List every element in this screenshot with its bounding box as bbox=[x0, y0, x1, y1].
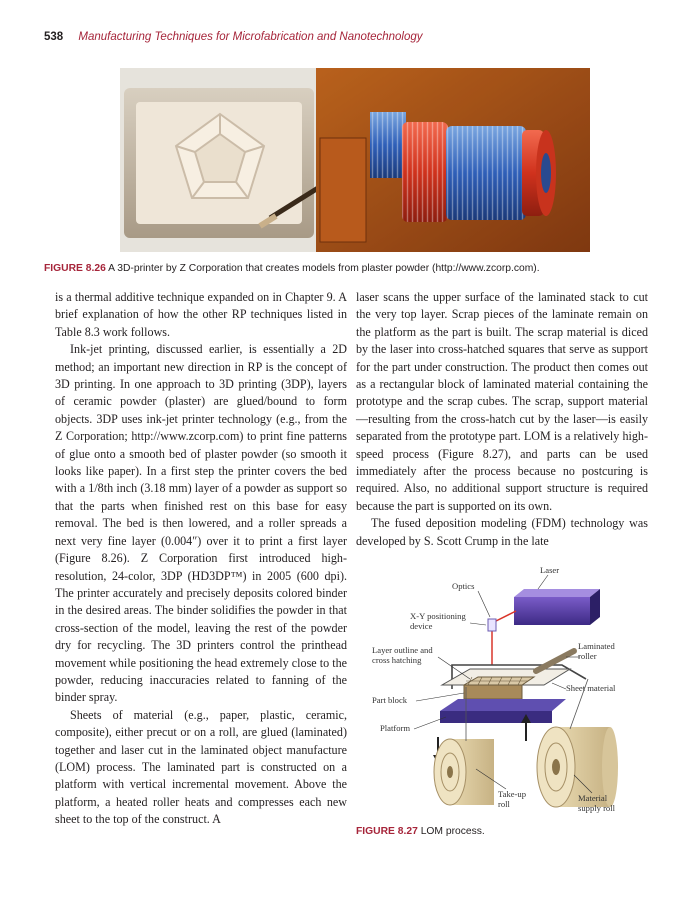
figure-8-27-label: FIGURE 8.27 bbox=[356, 826, 418, 837]
paragraph: The fused deposition modeling (FDM) technology was developed by S. Scott Crump in the late bbox=[356, 516, 648, 548]
part-block bbox=[464, 677, 534, 699]
label-takeup-line2: roll bbox=[498, 799, 510, 809]
paragraph: Ink-jet printing, discussed earlier, is essentially a 2D method; an important new direction in RP is the concept of 3D printing. In one approach to 3D printing (3DP), layers of ceramic powder (plaster) are glued/bound to form objects. 3DP uses ink-jet printer technology (e.g., from the Z Corporation; http://www.zcorp.com) to print fine patterns of glue onto a smooth bed of plaster powder (so smooth it looks like paper). In a first step the printer covers the bed with a 1/8th inch (3.18 mm) layer of a powder as support so that the parts when finished rest on this base for easy removal. The bed is then lowered, and a roller spreads a next very fine layer (0.004″) over it to print a first layer (Figure 8.26). Z Corporation first introduced high-resolution, 24-color, 3DP (HD3DP™) in 2005 (600 dpi). The printer accurately and precisely deposits colored binder in the desired areas. The binder solidifies the powder in that cross-section of the model, leaving the rest of the powder dry for recycling. The 3D printers control the printhead movement while positioning the head extremely close to the powder, reducing inaccuracies related to fanning of the binder spray. bbox=[55, 342, 347, 705]
photo-plaster-model bbox=[120, 68, 320, 252]
label-outline-line1: Layer outline and bbox=[372, 645, 433, 655]
figure-8-26-photos bbox=[120, 68, 590, 252]
figure-8-27-diagram bbox=[366, 561, 638, 823]
laser-body bbox=[514, 597, 590, 625]
page-number: 538 bbox=[44, 31, 64, 43]
paragraph: Sheets of material (e.g., paper, plastic, ceramic, composite), either precut or on a roll, are glued (laminated) together and laser cut in the laminated object manufacture (LOM) process. The laminated part is constructed on a platform with vertical incremental movement. Above the platform, a heated roller heats and compresses each new sheet to the top of the construct. A bbox=[55, 707, 347, 827]
label-laminated-line1: Laminated bbox=[578, 641, 615, 651]
label-laminated-line2: roller bbox=[578, 651, 597, 661]
running-header bbox=[44, 31, 423, 43]
figure-8-26-caption bbox=[44, 263, 540, 274]
figure-8-27-caption bbox=[356, 826, 485, 837]
label-outline-line2: cross hatching bbox=[372, 655, 422, 665]
figure-8-26-caption-text: A 3D-printer by Z Corporation that creates models from plaster powder (http://www.zcorp.com). bbox=[108, 263, 540, 274]
running-title: Manufacturing Techniques for Microfabrication and Nanotechnology bbox=[78, 31, 423, 43]
label-part-block: Part block bbox=[372, 695, 408, 705]
label-xy-line1: X-Y positioning bbox=[410, 611, 466, 621]
label-supply-line2: supply roll bbox=[578, 803, 616, 813]
label-takeup-line1: Take-up bbox=[498, 789, 527, 799]
laser-unit bbox=[514, 589, 600, 597]
take-up-roll bbox=[434, 739, 494, 805]
figure-8-26-label: FIGURE 8.26 bbox=[44, 263, 106, 274]
label-xy-line2: device bbox=[410, 621, 433, 631]
label-laser: Laser bbox=[540, 565, 560, 575]
paragraph: is a thermal additive technique expanded on in Chapter 9. A brief explanation of how the other RP techniques listed in Table 8.3 work follows. bbox=[55, 290, 347, 339]
body-column-right bbox=[356, 289, 648, 550]
label-sheet-material: Sheet material bbox=[566, 683, 616, 693]
paragraph: laser scans the upper surface of the laminated stack to cut the very top layer. Scrap pieces of the laminate remain on the platform as the part is built. The scrap material is diced by the laser into cross-hatched squares that serve as support for the part under construction. The product then comes out as a rectangular block of laminated material containing the prototype and the scrap cubes. The scrap, support material—resulting from the cross-hatch cut by the laser—is easily separated from the prototype part. LOM is a relatively high-speed process (Figure 8.27), and parts can be used immediately after the process because no postcuring is required. Also, no additional support structure is required because the part is supported on its own. bbox=[356, 290, 648, 513]
photo-color-part bbox=[316, 68, 590, 252]
label-supply-line1: Material bbox=[578, 793, 608, 803]
label-platform: Platform bbox=[380, 723, 411, 733]
label-optics: Optics bbox=[452, 581, 475, 591]
body-column-left bbox=[55, 289, 347, 829]
figure-8-27-caption-text: LOM process. bbox=[420, 826, 485, 837]
